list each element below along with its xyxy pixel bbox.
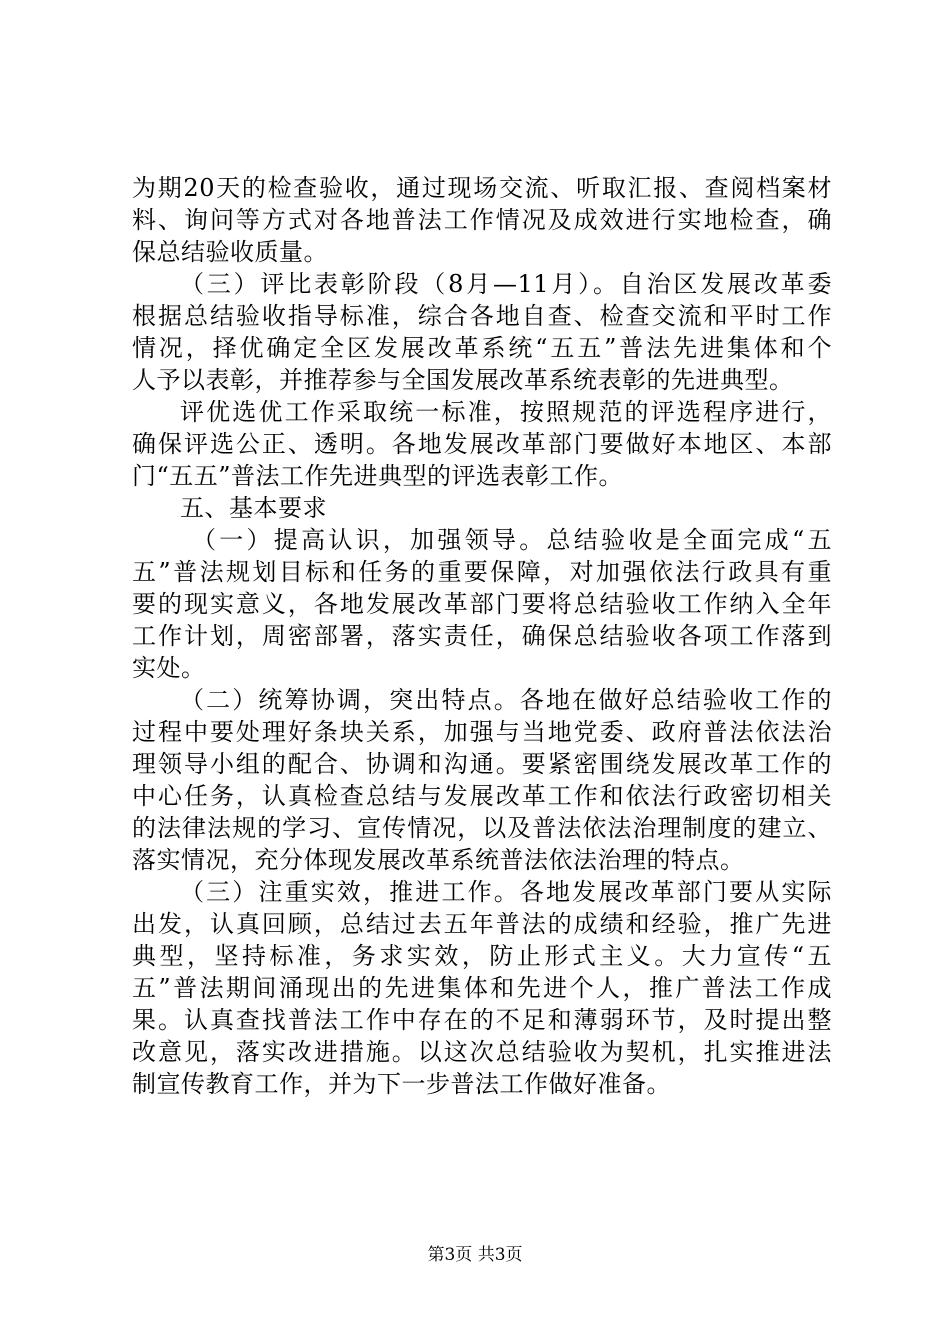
text-line: （三）评比表彰阶段（8月—11月）。自治区发展改革委	[180, 270, 832, 298]
text-line: 根据总结验收指导标准，综合各地自查、检查交流和平时工作	[132, 302, 832, 330]
text-line: 过程中要处理好条块关系，加强与当地党委、政府普法依法治	[132, 718, 832, 746]
text-line: 改意见，落实改进措施。以这次总结验收为契机，扎实推进法	[132, 1038, 832, 1066]
text-line: 五”普法期间涌现出的先进集体和先进个人，推广普法工作成	[132, 974, 832, 1002]
page-footer: 第3页 共3页	[427, 1245, 523, 1265]
text-line: 保总结验收质量。	[132, 238, 328, 266]
text-line: 人予以表彰，并推荐参与全国发展改革系统表彰的先进典型。	[132, 366, 794, 394]
text-line: 料、询问等方式对各地普法工作情况及成效进行实地检查，确	[132, 206, 832, 234]
text-line: （二）统筹协调，突出特点。各地在做好总结验收工作的	[180, 686, 832, 714]
text-line: 出发，认真回顾，总结过去五年普法的成绩和经验，推广先进	[132, 910, 832, 938]
text-line: 情况，择优确定全区发展改革系统“五五”普法先进集体和个	[132, 334, 832, 362]
text-line: 五”普法规划目标和任务的重要保障，对加强依法行政具有重	[132, 558, 832, 586]
text-line: 评优选优工作采取统一标准，按照规范的评选程序进行，	[180, 398, 832, 426]
text-line: 典型，坚持标准，务求实效，防止形式主义。大力宣传“五	[132, 942, 832, 970]
text-line: 理领导小组的配合、协调和沟通。要紧密围绕发展改革工作的	[132, 750, 832, 778]
document-body	[132, 172, 832, 1100]
text-line: 制宣传教育工作，并为下一步普法工作做好准备。	[132, 1070, 671, 1098]
text-line: （三）注重实效，推进工作。各地发展改革部门要从实际	[180, 878, 832, 906]
text-line: 要的现实意义，各地发展改革部门要将总结验收工作纳入全年	[132, 590, 832, 618]
text-line: 果。认真查找普法工作中存在的不足和薄弱环节，及时提出整	[132, 1006, 832, 1034]
text-line: 为期20天的检查验收，通过现场交流、听取汇报、查阅档案材	[132, 174, 832, 202]
text-line: 实处。	[132, 654, 206, 682]
section-heading: 五、基本要求	[180, 494, 327, 522]
text-line: 确保评选公正、透明。各地发展改革部门要做好本地区、本部	[132, 430, 832, 458]
text-line: （一）提高认识，加强领导。总结验收是全面完成“五	[192, 526, 832, 554]
text-line: 中心任务，认真检查总结与发展改革工作和依法行政密切相关	[132, 782, 832, 810]
text-line: 的法律法规的学习、宣传情况，以及普法依法治理制度的建立、	[132, 814, 832, 842]
text-line: 落实情况，充分体现发展改革系统普法依法治理的特点。	[132, 846, 745, 874]
text-line: 门“五五”普法工作先进典型的评选表彰工作。	[132, 462, 624, 490]
text-line: 工作计划，周密部署，落实责任，确保总结验收各项工作落到	[132, 622, 832, 650]
